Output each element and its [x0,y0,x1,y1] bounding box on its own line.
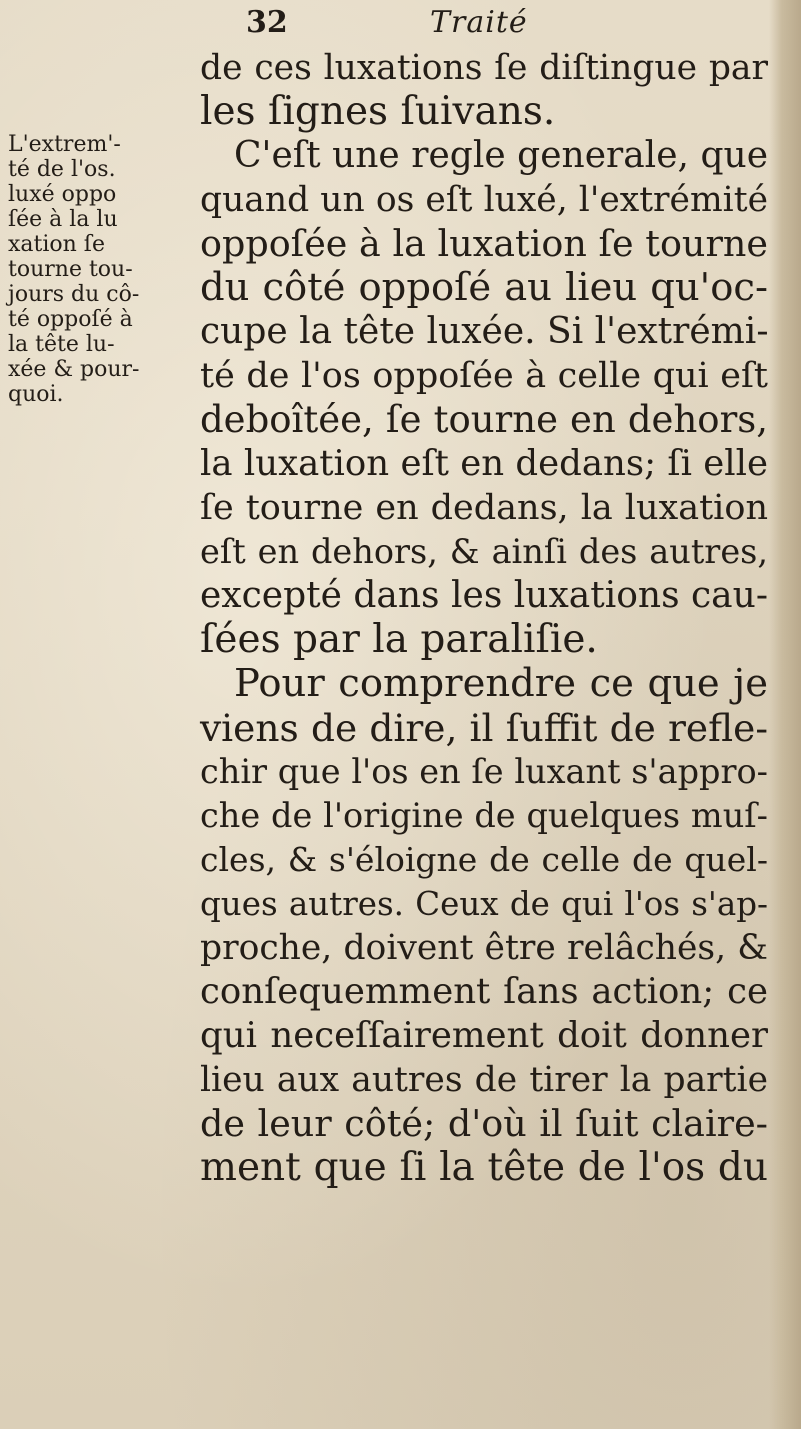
margin-note-line: L'extrem'- [8,132,121,157]
page-number: 32 [246,5,288,40]
text-line: la luxation eſt en dedans; ſi elle [200,443,768,484]
margin-note-line: té oppoſé à [8,307,133,332]
margin-note-line: quoi. [8,382,64,407]
margin-note-line: jours du cô- [8,282,140,307]
margin-note [8,132,193,407]
text-line: conſequemment ſans action; ce [200,971,768,1012]
text-line: cles, & s'éloigne de celle de quel- [200,840,768,879]
margin-note-line: luxé oppo [8,182,117,207]
text-line: chir que l'os en ſe luxant s'appro- [200,752,768,791]
text-line: deboîtée, ſe tourne en dehors, [200,398,768,441]
text-line: té de l'os oppoſée à celle qui eſt [200,356,768,396]
margin-note-line: té de l'os. [8,157,116,182]
text-line: eſt en dehors, & ainſi des autres, [200,532,768,571]
page-edge-shadow [769,0,801,1429]
margin-note-line: xation ſe [8,232,105,257]
text-line: cupe la tête luxée. Si l'extrémi- [200,311,769,352]
text-line: ques autres. Ceux de qui l'os s'ap- [200,885,768,923]
margin-note-line: xée & pour- [8,357,140,382]
running-title: Traité [430,5,528,40]
text-line: quand un os eſt luxé, l'extrémité [200,180,768,220]
text-line: ſe tourne en dedans, la luxation [200,488,768,528]
text-line: de ces luxations ſe diſtingue par [200,48,768,88]
text-line: du côté oppoſé au lieu qu'oc- [200,265,768,310]
body-text [200,46,768,1190]
margin-note-line: tourne tou- [8,257,133,282]
text-line: oppoſée à la luxation ſe tourne [200,222,768,265]
text-line: lieu aux autres de tirer la partie [200,1060,768,1100]
text-line: de leur côté; d'où il ſuit claire- [200,1102,768,1145]
page-header [246,6,766,40]
margin-note-line: ſée à la lu [8,207,118,232]
text-line: che de l'origine de quelques muſ- [200,796,768,835]
text-line: les ſignes ſuivans. [200,89,556,134]
text-line: C'eſt une regle generale, que [234,135,768,176]
text-line: Pour comprendre ce que je [234,661,768,706]
text-line: ſées par la paraliſie. [200,617,598,662]
text-line: qui neceſſairement doit donner [200,1015,768,1056]
text-line: viens de dire, il ſuffit de refle- [200,706,768,750]
text-line: proche, doivent être relâchés, & [200,928,768,968]
text-line: ment que ſi la tête de l'os du [200,1145,768,1190]
text-line: excepté dans les luxations cau- [200,575,768,616]
margin-note-line: la tête lu- [8,332,115,357]
